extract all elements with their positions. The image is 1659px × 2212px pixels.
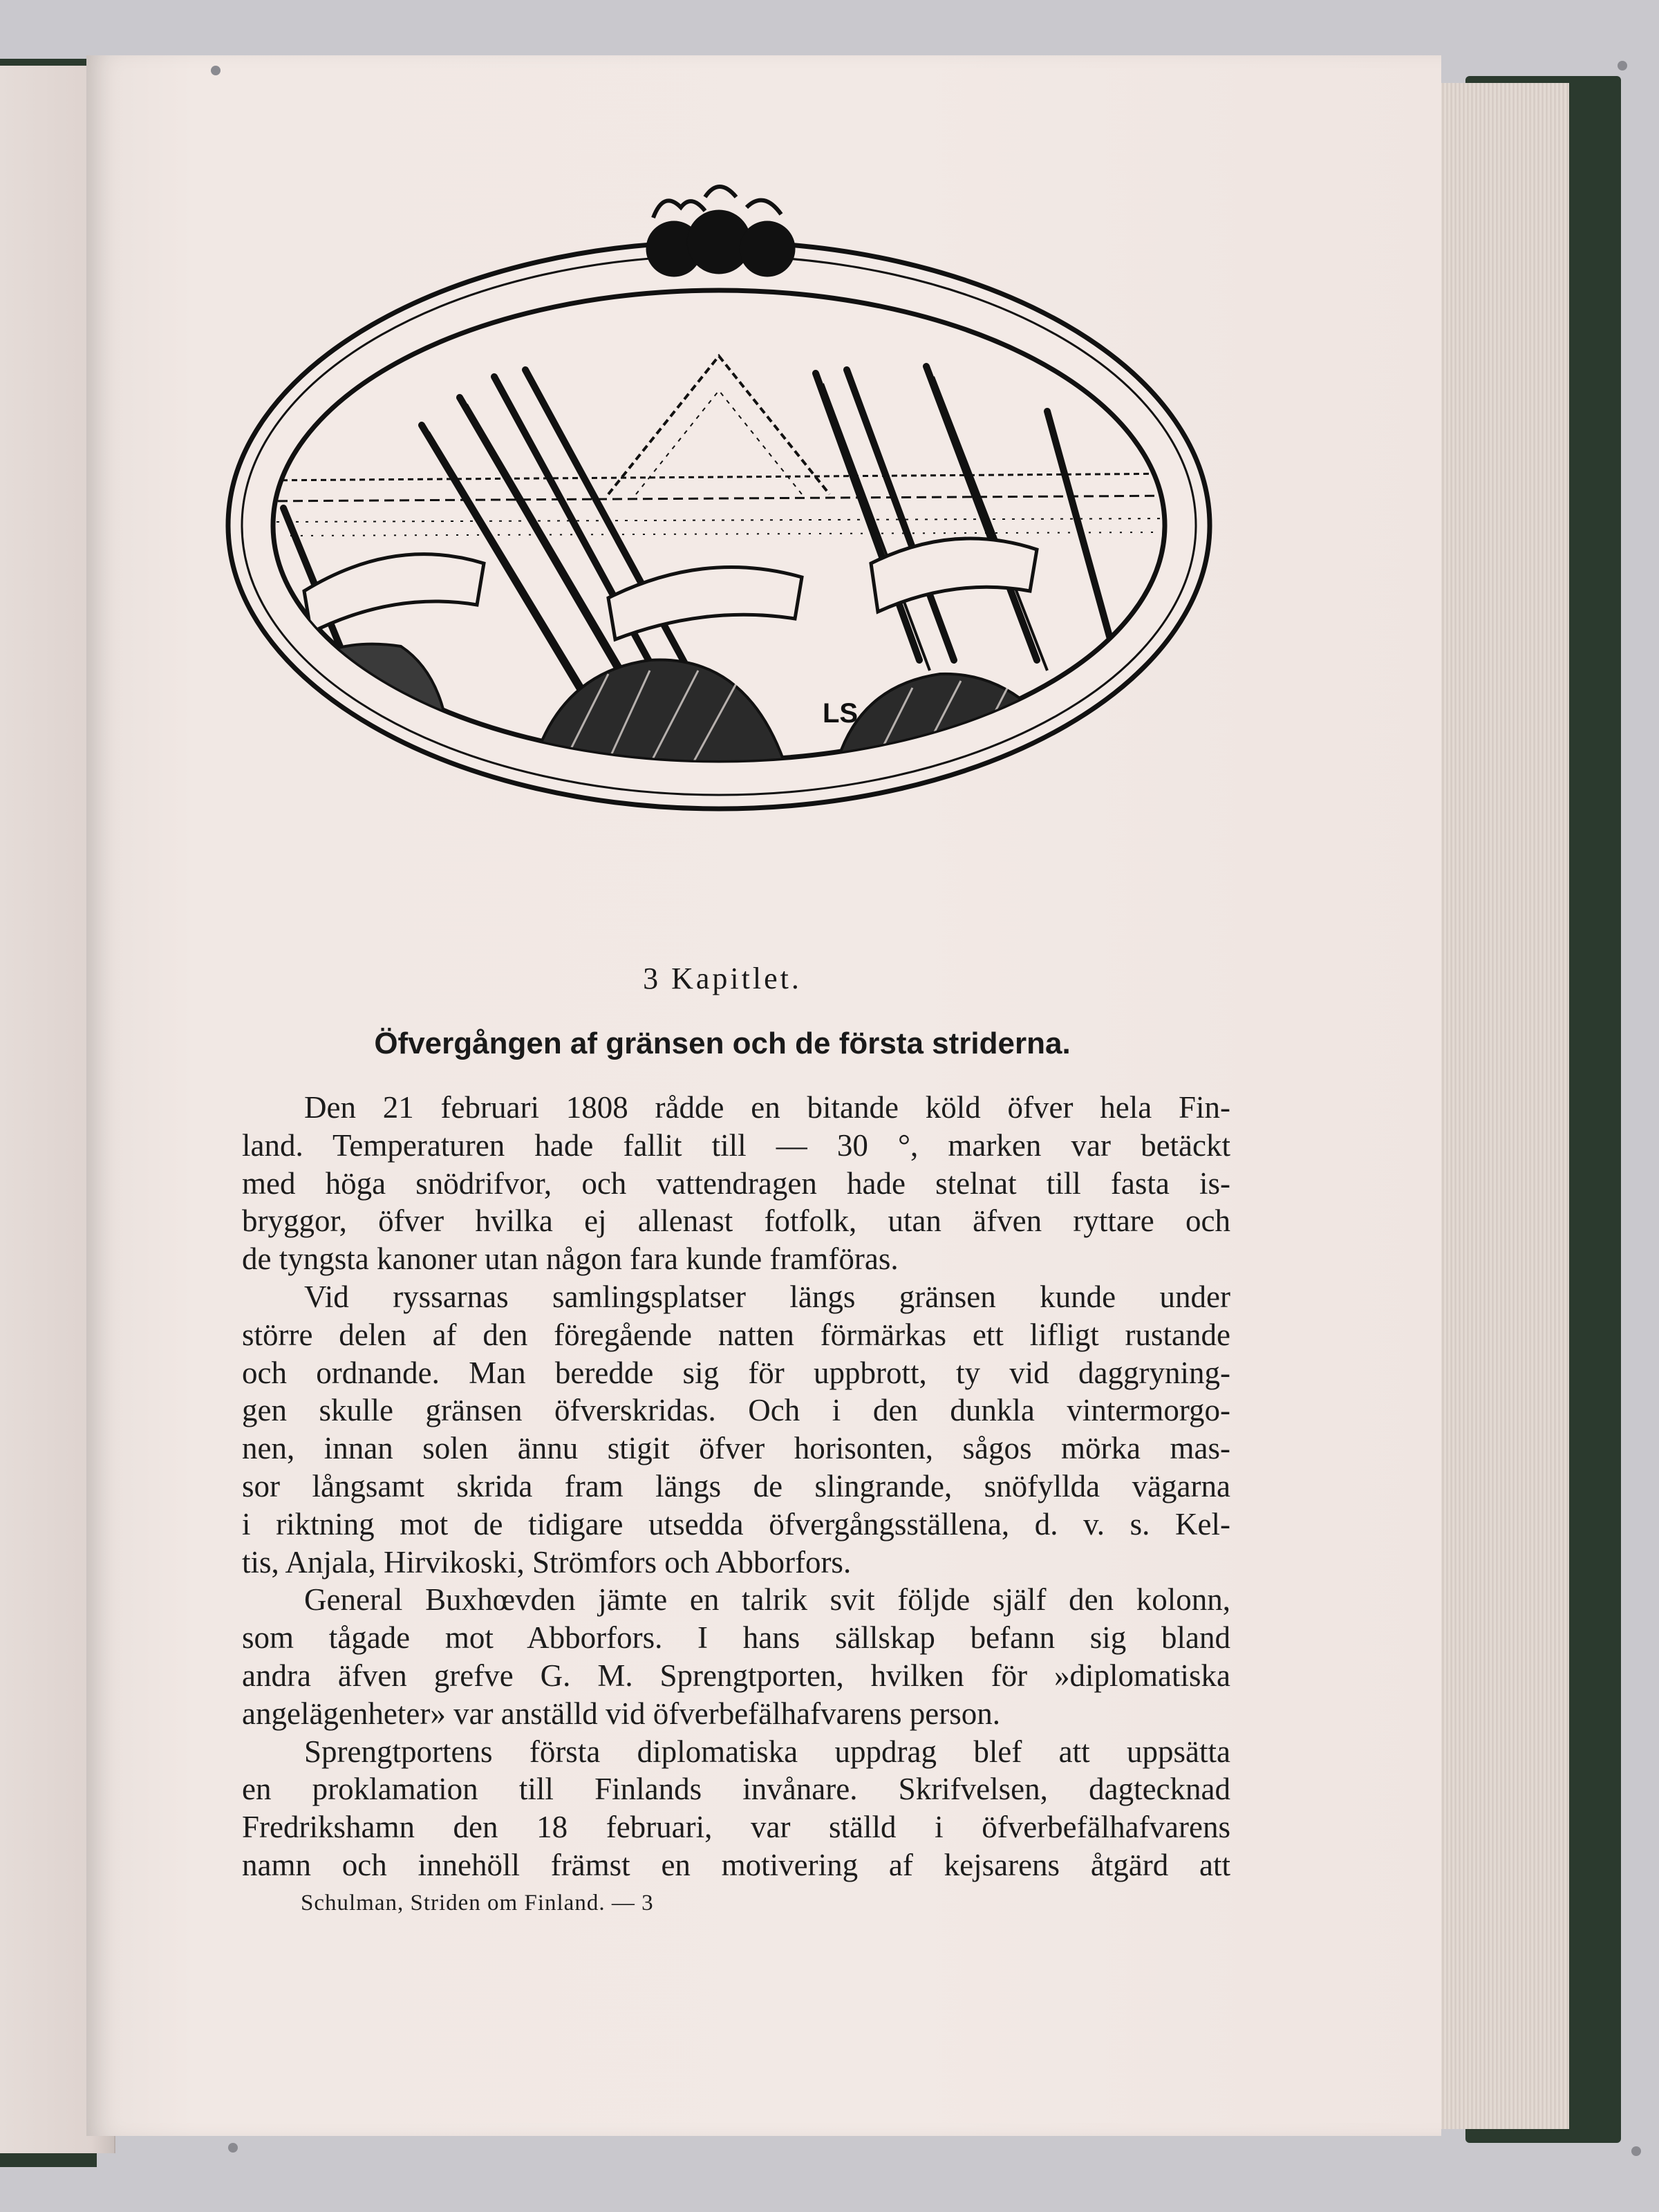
text-line: sor långsamt skrida fram längs de slingrande, snöfyllda vägarna: [242, 1468, 1230, 1503]
text-line: större delen af den föregående natten förmärkas ett lifligt rustande: [242, 1317, 1230, 1352]
text-line: land. Temperaturen hade fallit till — 30 °, marken var betäckt: [242, 1127, 1230, 1163]
chapter-body: [242, 1089, 1230, 1884]
chapter-title: Öfvergången af gränsen och de första striderna.: [374, 1027, 1071, 1060]
paragraph-1: [242, 1089, 1230, 1278]
illustration-signature: LS: [823, 698, 859, 729]
text-line: Vid ryssarnas samlingsplatser längs gränsen kunde under: [304, 1279, 1230, 1314]
text-line: angelägenheter» var anställd vid öfverbefälhafvarens person.: [242, 1696, 1001, 1731]
clip-icon: [228, 2143, 238, 2153]
text-line: Fredrikshamn den 18 februari, var ställd i öfverbefälhafvarens: [242, 1810, 1230, 1845]
clip-icon: [1618, 61, 1627, 71]
text-line: gen skulle gränsen öfverskridas. Och i den dunkla vintermorgo-: [242, 1393, 1230, 1428]
text-line: och ordnande. Man beredde sig för uppbrott, ty vid daggryning-: [242, 1355, 1230, 1390]
text-line: bryggor, öfver hvilka ej allenast fotfolk, utan äfven ryttare och: [242, 1203, 1230, 1239]
signature-footer: Schulman, Striden om Finland. — 3: [301, 1891, 654, 1915]
text-line: nen, innan solen ännu stigit öfver horisonten, sågos mörka mas-: [242, 1431, 1230, 1466]
page-block-edge: [1431, 83, 1569, 2129]
clip-icon: [1631, 2146, 1641, 2156]
text-line: tis, Anjala, Hirvikoski, Strömfors och Abborfors.: [242, 1544, 852, 1580]
clip-icon: [211, 66, 221, 75]
text-line: andra äfven grefve G. M. Sprengtporten, hvilken för »diplomatiska: [242, 1658, 1230, 1693]
chapter-number: 3 Kapitlet.: [643, 962, 802, 995]
paragraph-4: [242, 1733, 1230, 1884]
text-line: som tågade mot Abborfors. I hans sällskap befann sig bland: [242, 1620, 1230, 1656]
text-line: en proklamation till Finlands invånare. Skrifvelsen, dagtecknad: [242, 1772, 1230, 1807]
text-line: med höga snödrifvor, och vattendragen hade stelnat till fasta is-: [242, 1165, 1230, 1201]
chapter-illustration: [221, 176, 1217, 826]
text-line: Sprengtportens första diplomatiska uppdrag blef att uppsätta: [304, 1734, 1230, 1769]
text-line: de tyngsta kanoner utan någon fara kunde framföras.: [242, 1241, 899, 1277]
paragraph-3: [242, 1581, 1230, 1732]
text-line: General Buxhœvden jämte en talrik svit följde själf den kolonn,: [304, 1582, 1230, 1618]
text-line: Den 21 februari 1808 rådde en bitande köld öfver hela Fin-: [304, 1090, 1230, 1125]
text-line: i riktning mot de tidigare utsedda öfvergångsställena, d. v. s. Kel-: [242, 1506, 1230, 1541]
text-line: namn och innehöll främst en motivering af kejsarens åtgärd att: [242, 1847, 1230, 1882]
paragraph-2: [242, 1278, 1230, 1581]
